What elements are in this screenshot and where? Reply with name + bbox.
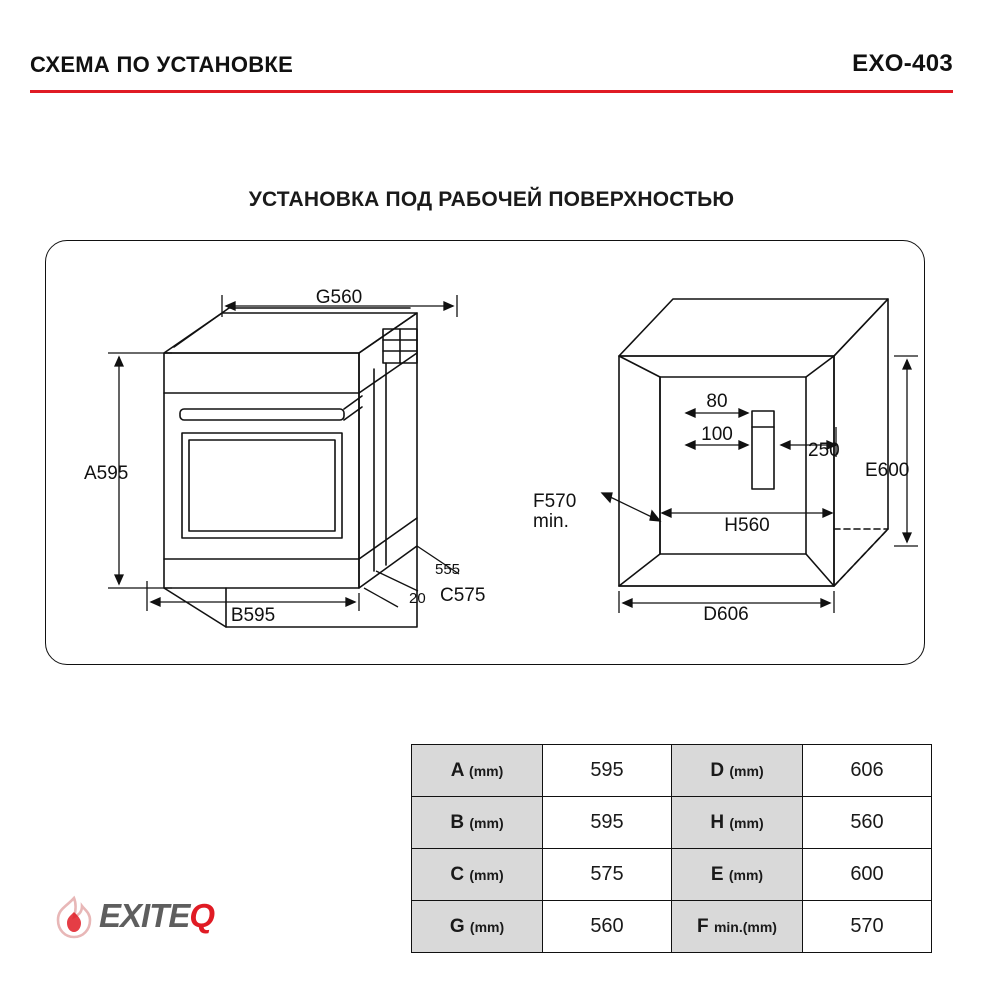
brand-name-main: EXITE (99, 897, 190, 934)
dim-h: H560 (724, 515, 770, 536)
row-label-h (672, 797, 803, 849)
label-unit: (mm) (729, 762, 764, 779)
dim-c: C575 (440, 585, 486, 606)
row-value-h: 560 (803, 797, 932, 849)
label-letter: A (450, 759, 464, 781)
row-value-b: 595 (543, 797, 672, 849)
technical-drawing (46, 241, 926, 666)
row-value-g: 560 (543, 901, 672, 953)
dim-a: A595 (84, 463, 129, 484)
row-label-f (672, 901, 803, 953)
dim-250: 250 (808, 440, 840, 461)
table-row (412, 901, 932, 953)
label-unit: min.(mm) (713, 918, 777, 935)
header-divider (30, 90, 953, 93)
dim-80: 80 (706, 391, 728, 412)
row-value-f: 570 (803, 901, 932, 953)
label-unit: (mm) (729, 814, 764, 831)
dim-100: 100 (701, 424, 733, 445)
dim-g: G560 (315, 287, 363, 308)
table-row (412, 745, 932, 797)
label-letter: E (710, 863, 724, 885)
dim-20: 20 (409, 590, 426, 607)
model-number: EXO-403 (852, 50, 953, 77)
brand-logo (52, 893, 267, 945)
brand-name-tail: Q (189, 897, 215, 934)
page-title: СХЕМА ПО УСТАНОВКЕ (30, 52, 294, 77)
row-label-c (412, 849, 543, 901)
dim-b: B595 (230, 605, 276, 626)
drawing-panel (45, 240, 925, 665)
dim-e: E600 (865, 460, 910, 481)
dim-555: 555 (435, 561, 461, 578)
section-title: УСТАНОВКА ПОД РАБОЧЕЙ ПОВЕРХНОСТЬЮ (248, 188, 735, 211)
label-letter: F (697, 915, 709, 937)
row-label-d (672, 745, 803, 797)
label-letter: G (449, 915, 465, 937)
page-header (30, 50, 953, 78)
brand-name (99, 897, 214, 935)
dim-f-line2: min. (533, 511, 569, 532)
row-value-c: 575 (543, 849, 672, 901)
label-unit: (mm) (469, 918, 505, 935)
label-letter: H (710, 811, 725, 833)
row-value-e: 600 (803, 849, 932, 901)
row-value-a: 595 (543, 745, 672, 797)
label-unit: (mm) (469, 814, 504, 831)
dim-f-line1: F570 (533, 491, 577, 512)
dimensions-table (411, 744, 932, 953)
flame-icon (52, 895, 96, 941)
label-unit: (mm) (469, 762, 504, 779)
table-row (412, 797, 932, 849)
label-unit: (mm) (469, 866, 504, 883)
label-letter: C (450, 863, 465, 885)
row-label-g (412, 901, 543, 953)
label-unit: (mm) (728, 866, 764, 883)
row-value-d: 606 (803, 745, 932, 797)
label-letter: B (450, 811, 465, 833)
label-letter: D (710, 759, 725, 781)
row-label-e (672, 849, 803, 901)
table-row (412, 849, 932, 901)
row-label-b (412, 797, 543, 849)
row-label-a (412, 745, 543, 797)
dim-d: D606 (703, 604, 749, 625)
